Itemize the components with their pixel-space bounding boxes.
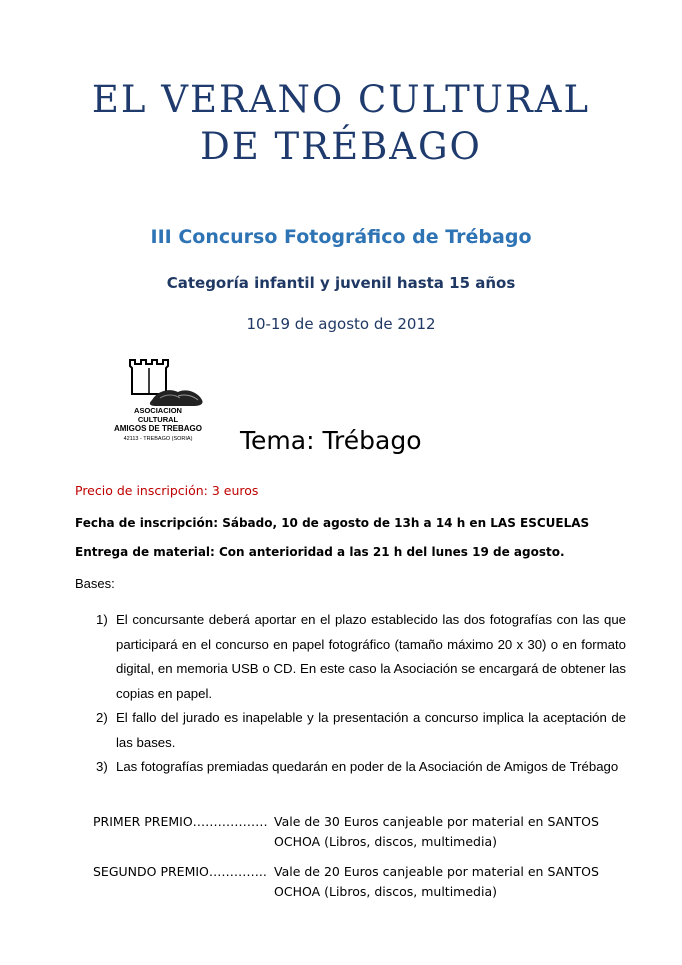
logo-line-3: AMIGOS DE TREBAGO (113, 424, 202, 433)
rule-item (96, 608, 626, 706)
title-line-1: EL VERANO CULTURAL (91, 78, 591, 121)
prize-label: SEGUNDO PREMIO………….. (93, 864, 267, 879)
rule-text: Las fotografías premiadas quedarán en poder de la Asociación de Amigos de Trébago (116, 759, 619, 774)
rule-number: 2) (96, 710, 108, 725)
rule-text: El fallo del jurado es inapelable y la presentación a concurso implica la aceptación de las bases. (116, 710, 626, 750)
prize-item (93, 812, 633, 852)
logo-line-2: CULTURAL (137, 415, 179, 424)
association-logo (108, 354, 208, 446)
prize-description: Vale de 20 Euros canjeable por material en SANTOS OCHOA (Libros, discos, multimedia) (274, 864, 599, 899)
logo-line-4: 42113 - TREBAGO (SORIA) (123, 436, 193, 442)
delivery-line: Entrega de material: Con anterioridad a las 21 h del lunes 19 de agosto. (75, 545, 565, 559)
rule-number: 1) (96, 612, 108, 627)
prize-item (93, 862, 633, 902)
rule-number: 3) (96, 759, 108, 774)
rule-item (96, 706, 626, 755)
prize-label: PRIMER PREMIO……………… (93, 814, 268, 829)
title-line-2: DE TRÉBAGO (200, 125, 482, 168)
document-title (0, 76, 682, 170)
logo-line-1: ASOCIACION (134, 406, 182, 415)
dates-line: 10-19 de agosto de 2012 (246, 315, 436, 333)
prize-description: Vale de 30 Euros canjeable por material en SANTOS OCHOA (Libros, discos, multimedia) (274, 814, 599, 849)
rule-item (96, 755, 626, 780)
category-line: Categoría infantil y juvenil hasta 15 años (166, 274, 516, 292)
contest-subtitle: III Concurso Fotográfico de Trébago (150, 226, 532, 248)
rule-text: El concursante deberá aportar en el plazo establecido las dos fotografías con las que participará en el concurso en papel fotográfico (tamaño máximo 20 x 30) o en formato digital, en memoria USB o CD. En este caso la Asociación se encargará de obtener las copias en papel. (116, 612, 626, 701)
price-line: Precio de inscripción: 3 euros (75, 483, 259, 498)
registration-line: Fecha de inscripción: Sábado, 10 de agosto de 13h a 14 h en LAS ESCUELAS (75, 516, 590, 530)
theme-heading: Tema: Trébago (240, 426, 422, 455)
bases-label: Bases: (75, 576, 115, 591)
